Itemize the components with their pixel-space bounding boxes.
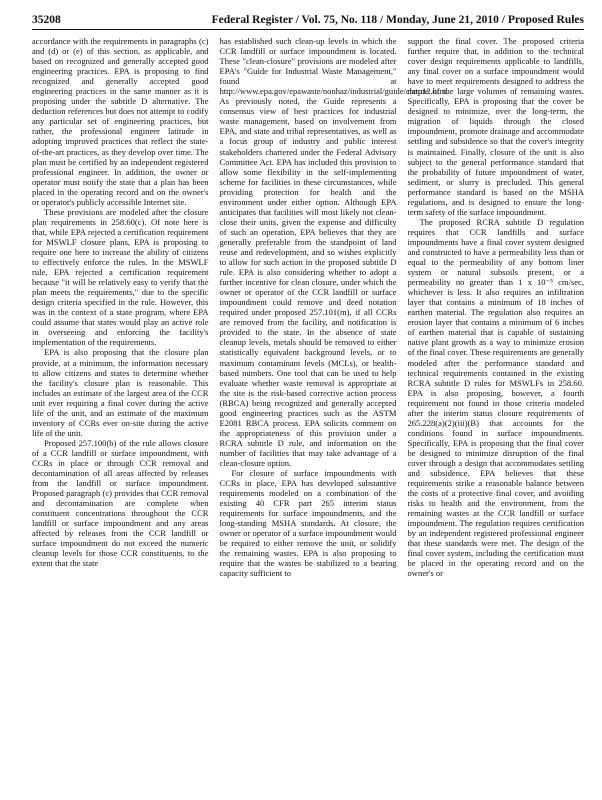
paragraph: Proposed 257.100(b) of the rule allows closure of a CCR landfill or surface impoundment, with CCRs in place or through CCR removal and decontamination of all areas affected by releases from the landfill or surface impoundment. Proposed paragraph (c) provides that CCR removal and decontamination are complete when constituent concentrations throughout the CCR landfill or surface impoundment and any areas affected by releases from the CCR landfill or surface impoundment do not exceed the numeric cleanup levels for those CCR constituents, to the extent that the state — [32, 437, 209, 569]
column-right — [408, 36, 585, 792]
paragraph: accordance with the requirements in paragraphs (c) and (d) or (e) of this section, as applicable, and based on recognized and generally accepted good engineering practices. EPA is proposing to find recognized and generally accepted good engineering practices in the same manner as it is proposing under the subtitle D alternative. The deduction references but does not attempt to codify any particular set of engineering practices, but rather, the professional engineer latitude in adopting improved practices that reflect the state-of-the-art practices, as they develop over time. The plan must be certified by an independent registered professional engineer. In addition, the owner or operator must notify the state that a plan has been placed in the operating record and on the owner's or operator's publicly accessible Internet site. — [32, 36, 209, 207]
paragraph: EPA is also proposing that the closure plan provide, at a minimum, the information necessary to allow citizens and states to determine whether the facility's closure plan is reasonable. This includes an estimate of the largest area of the CCR unit ever requiring a final cover during the active life of the unit, and an estimate of the maximum inventory of CCRs ever on-site during the active life of the unit. — [32, 347, 209, 438]
paragraph: For closure of surface impoundments with CCRs in place, EPA has developed substantive requirements modeled on a combination of the existing 40 CFR part 265 interim status requirements for surface impoundments, and the long-standing MSHA standards. At closure, the owner or operator of a surface impoundment would be required to either remove the unit, or solidify the remaining wastes. EPA is also proposing to require that the wastes be stabilized to a bearing capacity sufficient to — [219, 468, 397, 579]
paragraph: support the final cover. The proposed criteria further require that, in addition to the technical cover design requirements applicable to landfills, any final cover on a surface impoundment would have to meet requirements designed to address the nature of the large volumes of remaining wastes. Specifically, EPA is proposing that the cover be designed to minimize, over the long-term, the migration of liquids through the closed impoundment, promote drainage and accommodate settling and subsidence so that the cover's integrity is maintained. Finally, closure of the unit is also subject to the general performance standard that the probability of future impoundment of water, sediment, or slurry is precluded. This general performance standard is based on the MSHA regulations, and is designed to ensure the long-term safety of the surface impoundment. — [407, 36, 584, 217]
column-left — [32, 36, 209, 792]
paragraph: has established such clean-up levels in which the CCR landfill or surface impoundment is located. These "clean-closure" provisions are modeled after EPA's "Guide for Industrial Waste Management," found at http://www.epa.gov/epawaste/nonhaz/industrial/guide/chap12.htm. As previously noted, the Guide represents a consensus view of best practices for industrial waste management, based on involvement from EPA, and state and tribal representatives, as well as a focus group of industry and public interest stakeholders chartered under the Federal Advisory Committee Act. EPA has included this provision to allow some flexibility in the self-implementing scheme for facilities in these circumstances, while providing protection for health and the environment under either option. Although EPA anticipates that facilities will most likely not clean-close their units, given the expense and difficulty of such an operation, EPA believes that they are generally preferable from the standpoint of land reuse and redevelopment, and so wishes explicitly to allow for such action in the proposed subtitle D rule. EPA is also considering whether to adopt a further incentive for clean closure, under which the owner or operator of the CCR landfill or surface impoundment could remove and deed notation required under proposed 257.101(m), if all CCRs are removed from the facility, and notification is provided to the state. In the absence of state cleanup levels, metals should be removed to either statistically equivalent background levels, or to maximum contaminant levels (MCLs), or health-based numbers. One tool that can be used to help evaluate whether waste removal is appropriate at the site is the risk-based corrective action process (RBCA) being recognized and generally accepted good engineering practices such as the ASTM E2081 RBCA process. EPA solicits comment on the appropriateness of this provision under a RCRA subtitle D rule, and information on the number of facilities that may take advantage of a clean-closure option. — [219, 36, 449, 468]
paragraph: These provisions are modeled after the closure plan requirements in 258.60(c). Of note here is that, while EPA rejected a certification requirement for MSWLF closure plans, EPA is proposing to require one here to increase the ability of citizens to effectively enforce the rules. In the MSWLF rule, EPA rejected a certification requirement because "it will be relatively easy to verify that the plan meets the requirements," due to the specific design criteria specified in the rule. However, this was in the context of a state program, where EPA could assume that states would play an active role in overseeing and enforcing the facility's implementation of the requirements. — [32, 206, 209, 348]
column-middle — [219, 36, 449, 792]
paragraph: The proposed RCRA subtitle D regulation requires that CCR landfills and surface impoundments have a final cover system designed and constructed to have a permeability less than or equal to the permeability of any bottom liner system or natural subsoils present, or a permeability no greater than 1 x 10⁻⁵ cm/sec, whichever is less. It also requires an infiltration layer that contains a minimum of 18 inches of earthen material. The regulation also requires an erosion layer that contains a minimum of 6 inches of earthen material that is capable of sustaining native plant growth as a way to minimize erosion of the final cover. These requirements are generally modeled after the performance standard and technical requirements contained in the existing RCRA subtitle D rules for MSWLFs in 258.60. EPA is also proposing, however, a fourth requirement not found in those criteria modeled after the interim status closure requirements of 265.228(a)(2)(iii)(B) that accounts for the conditions found in surface impoundments. Specifically, EPA is proposing that the final cover be designed to minimize disruption of the final cover through a design that accommodates settling and subsidence. EPA believes that these requirements strike a reasonable balance between the costs of a protective final cover, and avoiding risks to health and the environment, from the remaining wastes at the CCR landfill or surface impoundment. The regulation requires certification by an independent registered professional engineer that these standards were met. The design of the final cover system, including the certification must be placed in the operating record and on the owner's or — [407, 216, 584, 579]
text-columns — [32, 36, 584, 792]
page-number: 35208 — [32, 14, 61, 26]
page-header — [32, 14, 584, 30]
running-head: Federal Register / Vol. 75, No. 118 / Monday, June 21, 2010 / Proposed Rules — [211, 14, 584, 26]
